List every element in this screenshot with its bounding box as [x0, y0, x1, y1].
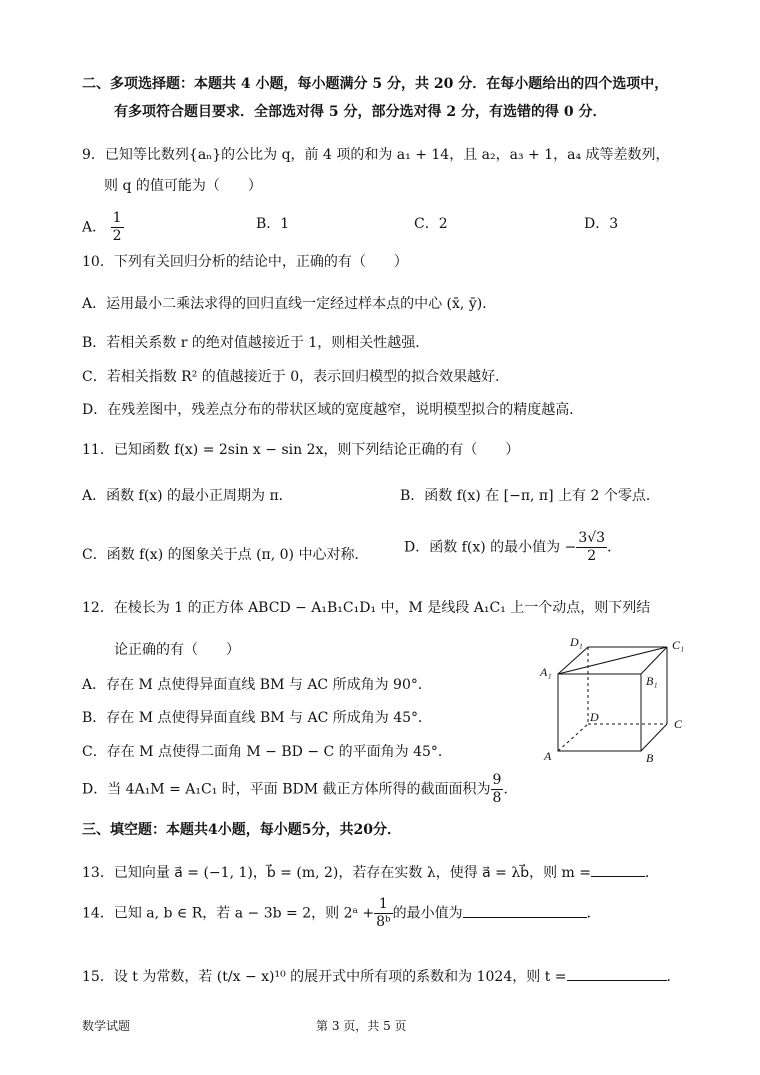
q12-option-d	[82, 772, 517, 807]
q15-middle: 的展开式中所有项的系数和为 1024，则 t =	[290, 969, 567, 985]
q11-option-c: C．函数 f(x) 的图象关于点 (π, 0) 中心对称．	[82, 547, 369, 563]
q12-option-d-fraction	[491, 772, 504, 807]
q10-option-a: A．运用最小二乘法求得的回归直线一定经过样本点的中心 (x̄, ȳ)．	[82, 296, 497, 312]
q12-stem-line1: 12．在棱长为 1 的正方体 ABCD − A₁B₁C₁D₁ 中，M 是线段 A₁C₁ 上一个动点，则下列结	[82, 600, 651, 616]
section3-heading: 三、填空题：本题共4小题，每小题5分，共20分．	[82, 822, 401, 838]
fraction-denominator: 8ᵇ	[376, 914, 391, 930]
q9-option-d-letter: D．	[584, 216, 610, 232]
q9-option-c-value: 2	[438, 216, 448, 232]
q13-suffix: ．	[645, 865, 660, 881]
q10-stem: 10．下列有关回归分析的结论中，正确的有（ ）	[82, 254, 408, 270]
q9-option-a-fraction	[111, 210, 124, 245]
q9-option-d	[584, 214, 618, 234]
q11-option-d-prefix: D．函数 f(x) 的最小值为 −	[404, 539, 577, 556]
fraction-numerator: 1	[112, 210, 122, 226]
section2-heading-line2: 有多项符合题目要求．全部选对得 5 分，部分选对得 2 分，有选错的得 0 分．	[114, 104, 607, 120]
q14-fraction	[374, 896, 393, 931]
q14-prefix: 14．已知 a, b ∈ R，若 a − 3b = 2，则 2ᵃ +	[82, 905, 375, 922]
label-b: B	[646, 751, 654, 765]
q15-answer-blank[interactable]	[567, 966, 667, 981]
q9-stem-line1: 9．已知等比数列{aₙ}的公比为 q，前 4 项的和为 a₁ + 14，且 a₂，a₃ + 1，a₄ 成等差数列，	[82, 147, 670, 163]
edge-b1c1	[641, 647, 667, 674]
fraction-numerator: 3√3	[578, 530, 606, 546]
footer-page-number: 第 3 页，共 5 页	[316, 1019, 407, 1033]
q12-option-d-prefix: D．当 4A₁M = A₁C₁ 时，平面 BDM 截正方体所得的截面面积为	[82, 781, 491, 798]
q11-option-b: B．函数 f(x) 在 [−π, π] 上有 2 个零点．	[400, 488, 660, 504]
q9-option-d-value: 3	[609, 216, 619, 232]
q13	[82, 862, 659, 883]
q12-stem-line2: 论正确的有（ ）	[114, 642, 240, 658]
edge-ad-hidden	[558, 724, 588, 751]
diagonal-a1c1	[558, 647, 667, 674]
label-d1: D₁	[570, 635, 583, 649]
q15-prefix: 15．设 t 为常数，若	[82, 969, 213, 985]
q12-option-b: B．存在 M 点使得异面直线 BM 与 AC 所成角为 45°．	[82, 710, 433, 726]
q12-option-d-suffix: ．	[503, 781, 518, 798]
q14-answer-blank[interactable]	[463, 903, 587, 918]
label-a: A	[544, 749, 552, 763]
q9-option-c-letter: C．	[414, 216, 439, 232]
footer-subject: 数学试题	[82, 1019, 131, 1033]
q15-expression: (t/x − x)¹⁰	[216, 969, 286, 985]
q10-option-c: C．若相关指数 R² 的值越接近于 0，表示回归模型的拟合效果越好．	[82, 369, 510, 385]
q14	[82, 896, 601, 931]
q13-answer-blank[interactable]	[591, 862, 645, 877]
q9-option-b	[256, 214, 289, 234]
label-c: C	[674, 717, 683, 731]
fraction-denominator: 2	[587, 548, 597, 564]
q12-option-c: C．存在 M 点使得二面角 M − BD − C 的平面角为 45°．	[82, 744, 452, 760]
q10-option-b: B．若相关系数 r 的绝对值越接近于 1，则相关性越强．	[82, 335, 430, 351]
q11-option-d	[404, 530, 621, 565]
label-d: D	[590, 710, 599, 724]
q11-option-a: A．函数 f(x) 的最小正周期为 π．	[82, 488, 293, 504]
q11-option-d-suffix: ．	[607, 539, 622, 556]
q9-option-a-letter: A．	[82, 219, 107, 236]
q11-option-d-fraction	[576, 530, 607, 565]
cube-figure	[536, 628, 696, 770]
edge-bc	[641, 724, 667, 751]
q9-option-b-letter: B．	[256, 216, 281, 232]
q14-middle: 的最小值为	[392, 905, 463, 922]
q9-option-b-value: 1	[280, 216, 290, 232]
q15-suffix: ．	[666, 969, 681, 985]
fraction-numerator: 1	[374, 896, 393, 914]
q15	[82, 966, 681, 987]
label-c1: C₁	[672, 638, 685, 652]
section2-heading-line1: 二、多项选择题：本题共 4 小题，每小题满分 5 分，共 20 分．在每小题给出的四个选项中，	[82, 76, 669, 92]
q11-stem: 11．已知函数 f(x) = 2sin x − sin 2x，则下列结论正确的有（ ）	[82, 442, 520, 458]
q9-option-a	[82, 210, 124, 245]
fraction-denominator: 8	[492, 790, 502, 806]
front-face	[558, 674, 641, 751]
fraction-numerator: 9	[492, 772, 502, 788]
fraction-denominator: 2	[112, 228, 122, 244]
q12-option-a: A．存在 M 点使得异面直线 BM 与 AC 所成角为 90°．	[82, 677, 432, 693]
q14-suffix: ．	[586, 905, 601, 922]
label-a1: A₁	[540, 665, 552, 679]
label-b1: B₁	[646, 674, 658, 688]
q9-stem-line2: 则 q 的值可能为（ ）	[104, 178, 262, 194]
q9-option-c	[414, 214, 448, 234]
q10-option-d: D．在残差图中，残差点分布的带状区域的宽度越窄，说明模型拟合的精度越高．	[82, 402, 584, 418]
q13-text: 13．已知向量 a⃗ = (−1, 1)，b⃗ = (m, 2)，若存在实数 λ，使得 a⃗ = λb⃗，则 m =	[82, 865, 592, 881]
